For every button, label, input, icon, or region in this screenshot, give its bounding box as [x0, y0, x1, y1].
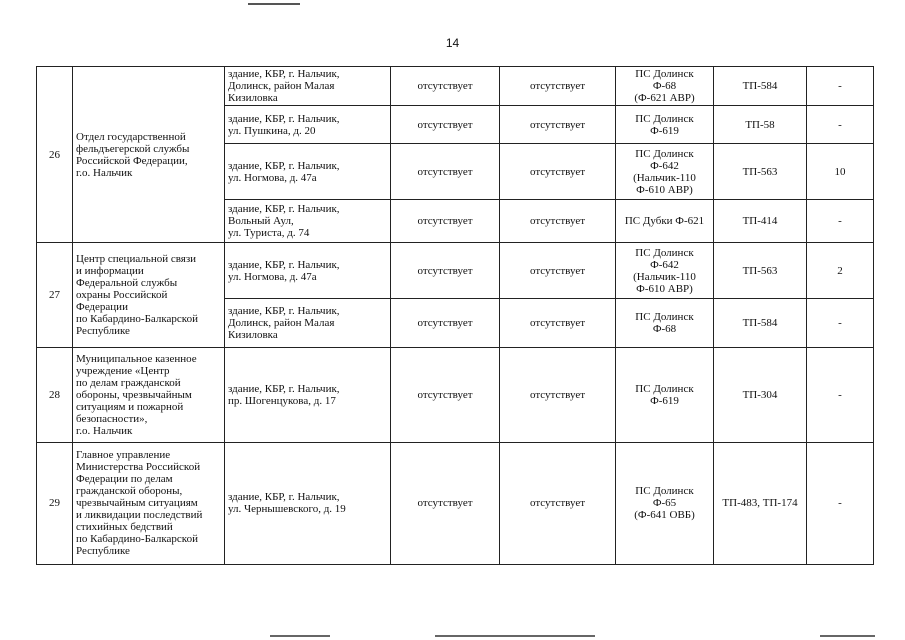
organization-name-line: по Кабардино-Балкарской	[76, 533, 198, 546]
table-row	[37, 442, 874, 564]
address-cell-line: здание, КБР, г. Нальчик,	[228, 203, 340, 216]
address-cell-line: Кизиловка	[228, 328, 278, 341]
status-cell-a: отсутствует	[391, 442, 500, 564]
address-cell-line: Долинск, район Малая	[228, 316, 335, 329]
address-cell	[225, 106, 391, 144]
address-cell-line: здание, КБР, г. Нальчик,	[228, 382, 340, 395]
substation-cell	[616, 243, 714, 299]
address-cell-line: здание, КБР, г. Нальчик,	[228, 491, 340, 504]
status-cell-a: отсутствует	[391, 347, 500, 442]
organization-name-line: охраны Российской	[76, 288, 168, 301]
substation-cell-line: (Ф-641 ОВБ)	[634, 509, 695, 522]
substation-cell-line: ПС Долинск	[635, 112, 694, 125]
row-number: 28	[37, 347, 73, 442]
value-cell: -	[807, 200, 874, 243]
organization-name-line: стихийных бедствий	[76, 521, 173, 534]
transformer-cell: ТП-304	[714, 347, 807, 442]
substation-cell-line: Ф-642	[650, 258, 679, 271]
table-row	[37, 67, 874, 106]
organization-name-line: и информации	[76, 264, 144, 277]
substation-cell	[616, 299, 714, 347]
substation-cell	[616, 67, 714, 106]
address-cell-line: ул. Чернышевского, д. 19	[228, 503, 346, 516]
status-cell-b: отсутствует	[500, 347, 616, 442]
organization-name-line: Федеральной службы	[76, 276, 178, 289]
address-cell-line: Вольный Аул,	[228, 215, 294, 228]
substation-cell-line: Ф-68	[652, 322, 677, 335]
substation-cell-line: Ф-610 АВР)	[636, 183, 693, 196]
status-cell-b: отсутствует	[500, 67, 616, 106]
address-cell-line: Кизиловка	[228, 92, 278, 105]
organization-name-line: ситуациям и пожарной	[76, 400, 184, 413]
organization-name-line: г.о. Нальчик	[76, 424, 133, 437]
address-cell	[225, 347, 391, 442]
transformer-cell: ТП-584	[714, 299, 807, 347]
transformer-cell: ТП-483, ТП-174	[714, 442, 807, 564]
organization-name-line: Министерства Российской	[76, 461, 201, 474]
substation-cell-line: Ф-65	[652, 497, 677, 510]
substation-cell-line: Ф-610 АВР)	[636, 282, 693, 295]
substation-cell-line: ПС Долинск	[635, 382, 694, 395]
organization-name-line: Федерации по делам	[76, 473, 173, 486]
organization-name-line: Российской Федерации,	[76, 154, 188, 167]
organization-name	[73, 347, 225, 442]
address-cell-line: ул. Туриста, д. 74	[228, 227, 310, 240]
row-number: 26	[37, 67, 73, 243]
organization-name-line: гражданской обороны,	[76, 485, 183, 498]
substation-cell	[616, 442, 714, 564]
organization-name	[73, 442, 225, 564]
address-cell-line: ул. Ногмова, д. 47а	[228, 171, 317, 184]
substation-cell-line: ПС Долинск	[635, 147, 694, 160]
address-cell-line: здание, КБР, г. Нальчик,	[228, 258, 340, 271]
value-cell: 2	[807, 243, 874, 299]
substation-cell-line: Ф-642	[650, 159, 679, 172]
address-cell-line: здание, КБР, г. Нальчик,	[228, 159, 340, 172]
status-cell-b: отсутствует	[500, 200, 616, 243]
address-cell-line: здание, КБР, г. Нальчик,	[228, 68, 340, 81]
status-cell-b: отсутствует	[500, 106, 616, 144]
organization-name-line: безопасности»,	[76, 412, 148, 425]
organization-name-line: Федерации	[76, 300, 128, 313]
status-cell-a: отсутствует	[391, 200, 500, 243]
substation-cell-line: ПС Долинск	[635, 68, 694, 81]
organization-name-line: г.о. Нальчик	[76, 166, 133, 179]
address-cell	[225, 243, 391, 299]
substation-cell	[616, 347, 714, 442]
value-cell: -	[807, 299, 874, 347]
scan-artifact-top	[248, 0, 300, 5]
organization-name-line: Отдел государственной	[76, 130, 186, 143]
substation-cell	[616, 144, 714, 200]
organization-name	[73, 67, 225, 243]
facilities-table	[36, 66, 874, 565]
status-cell-a: отсутствует	[391, 106, 500, 144]
table-row	[37, 243, 874, 299]
value-cell: -	[807, 67, 874, 106]
address-cell-line: здание, КБР, г. Нальчик,	[228, 304, 340, 317]
substation-cell-line: (Нальчик-110	[633, 171, 696, 184]
scan-artifact-bottom-2	[435, 635, 595, 637]
substation-cell-line: Ф-619	[650, 394, 679, 407]
table-body	[37, 67, 874, 565]
organization-name-line: обороны, чрезвычайным	[76, 388, 192, 401]
value-cell: 10	[807, 144, 874, 200]
organization-name-line: фельдъегерской службы	[76, 142, 190, 155]
substation-cell-line: Ф-68	[652, 80, 677, 93]
address-cell	[225, 67, 391, 106]
address-cell-line: ул. Ногмова, д. 47а	[228, 270, 317, 283]
organization-name-line: учреждение «Центр	[76, 364, 170, 377]
organization-name-line: Муниципальное казенное	[76, 352, 197, 365]
address-cell	[225, 299, 391, 347]
substation-cell-line: Ф-619	[650, 124, 679, 137]
value-cell: -	[807, 347, 874, 442]
organization-name-line: Центр специальной связи	[76, 252, 197, 265]
address-cell-line: Долинск, район Малая	[228, 80, 335, 93]
status-cell-b: отсутствует	[500, 144, 616, 200]
status-cell-b: отсутствует	[500, 442, 616, 564]
transformer-cell: ТП-563	[714, 144, 807, 200]
value-cell: -	[807, 442, 874, 564]
substation-cell-line: ПС Долинск	[635, 485, 694, 498]
address-cell-line: здание, КБР, г. Нальчик,	[228, 112, 340, 125]
address-cell-line: ул. Пушкина, д. 20	[228, 124, 316, 137]
substation-cell-line: (Ф-621 АВР)	[634, 92, 695, 105]
scan-artifact-bottom-1	[270, 635, 330, 637]
organization-name-line: по Кабардино-Балкарской	[76, 312, 198, 325]
scan-artifact-bottom-3	[820, 635, 875, 637]
address-cell	[225, 144, 391, 200]
substation-cell-line: ПС Дубки Ф-621	[624, 215, 705, 228]
status-cell-b: отсутствует	[500, 299, 616, 347]
row-number: 27	[37, 243, 73, 347]
status-cell-a: отсутствует	[391, 299, 500, 347]
address-cell	[225, 442, 391, 564]
organization-name-line: по делам гражданской	[76, 376, 181, 389]
status-cell-a: отсутствует	[391, 144, 500, 200]
table-row	[37, 347, 874, 442]
transformer-cell: ТП-584	[714, 67, 807, 106]
transformer-cell: ТП-563	[714, 243, 807, 299]
address-cell-line: пр. Шогенцукова, д. 17	[228, 394, 336, 407]
organization-name-line: Главное управление	[76, 449, 171, 462]
substation-cell-line: (Нальчик-110	[633, 270, 696, 283]
substation-cell	[616, 106, 714, 144]
transformer-cell: ТП-414	[714, 200, 807, 243]
organization-name	[73, 243, 225, 347]
substation-cell	[616, 200, 714, 243]
organization-name-line: Республике	[76, 324, 130, 337]
organization-name-line: чрезвычайным ситуациям	[76, 497, 198, 510]
status-cell-a: отсутствует	[391, 243, 500, 299]
value-cell: -	[807, 106, 874, 144]
substation-cell-line: ПС Долинск	[635, 246, 694, 259]
substation-cell-line: ПС Долинск	[635, 310, 694, 323]
status-cell-a: отсутствует	[391, 67, 500, 106]
transformer-cell: ТП-58	[714, 106, 807, 144]
status-cell-b: отсутствует	[500, 243, 616, 299]
page-number: 14	[445, 36, 460, 50]
row-number: 29	[37, 442, 73, 564]
address-cell	[225, 200, 391, 243]
organization-name-line: Республике	[76, 545, 130, 558]
organization-name-line: и ликвидации последствий	[76, 509, 203, 522]
